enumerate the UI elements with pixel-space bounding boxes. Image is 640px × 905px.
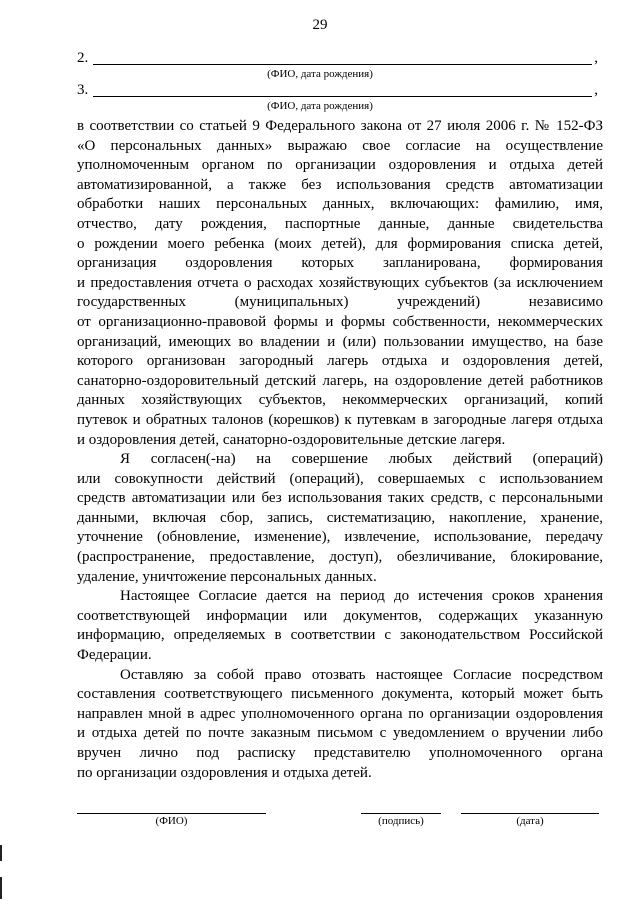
date-caption: (дата) [516, 815, 544, 827]
line-comma: , [594, 82, 598, 98]
text-line: обработки наших персональных данных, включающих: фамилию, имя, [77, 196, 603, 213]
text-line: информацию, определяемых в соответствии с законодательством Российской [77, 627, 603, 644]
text-line: удаление, уничтожение персональных данных. [77, 568, 377, 585]
text-line: и предоставления отчета о расходах хозяйствующих субъектов (за исключением [77, 274, 603, 291]
text-line: «О персональных данных» выражаю свое согласие на осуществление [77, 137, 603, 154]
text-line: и оздоровления детей, санаторно-оздоровительные детские лагеря. [77, 431, 506, 448]
fill-line-2-caption: (ФИО, дата рождения) [267, 68, 373, 80]
scan-edge-mark [0, 845, 2, 861]
date-line [461, 813, 599, 814]
text-line: о рождении моего ребенка (моих детей), для формирования списка детей, [77, 235, 603, 252]
text-line: Федерации. [77, 647, 152, 664]
text-line: путевок и обратных талонов (корешков) к путевкам в загородные лагеря отдыха [77, 411, 603, 428]
text-line: автоматизированной, а также без использования средств автоматизации [77, 176, 603, 193]
text-line: организаций, имеющих во владении и (или) пользовании имущество, на базе [77, 333, 603, 350]
text-line: по организации оздоровления и отдыха детей. [77, 764, 372, 781]
text-line: от организационно-правовой формы и формы собственности, некоммерческих [77, 313, 603, 330]
text-line: Я согласен(-на) на совершение любых действий (операций) [120, 451, 603, 468]
text-line: составления соответствующего письменного документа, который может быть [77, 686, 603, 703]
blank-rule [93, 64, 592, 65]
page-number: 29 [312, 17, 328, 33]
line-number: 3. [77, 82, 89, 98]
text-line: Оставляю за собой право отозвать настоящее Согласие посредством [120, 666, 603, 683]
text-line: или совокупности действий (операций), совершаемых с использованием [77, 470, 603, 487]
fill-line-3 [77, 82, 602, 102]
text-line: средств автоматизации или без использования таких средств, с персональными [77, 490, 603, 507]
signature-line [361, 813, 441, 814]
fio-signature-line [77, 813, 266, 814]
text-line: государственных (муниципальных) учреждений) независимо [77, 294, 603, 311]
signature-caption: (подпись) [378, 815, 424, 827]
text-line: данных хозяйствующих субъектов, некоммерческих организаций, копий [77, 392, 603, 409]
fio-caption: (ФИО) [155, 815, 188, 827]
text-line: Настоящее Согласие дается на период до истечения сроков хранения [120, 588, 603, 605]
text-line: отчество, дату рождения, паспортные данные, данные свидетельства [77, 215, 603, 232]
text-line: организация оздоровления которых запланирована, формирования [77, 255, 603, 272]
line-number: 2. [77, 50, 89, 66]
line-comma: , [594, 50, 598, 66]
text-line: и отдыха детей по почте заказным письмом с уведомлением о вручении либо [77, 725, 603, 742]
text-line: которого организован загородный лагерь отдыха и оздоровления детей, [77, 353, 603, 370]
fill-line-3-caption: (ФИО, дата рождения) [267, 100, 373, 112]
text-line: соответствующей информации или документов, содержащих указанную [77, 607, 603, 624]
text-line: в соответствии со статьей 9 Федерального закона от 27 июля 2006 г. № 152-ФЗ [77, 118, 603, 134]
text-line: уполномоченным органом по организации оздоровления и отдыха детей [77, 157, 603, 174]
blank-rule [93, 96, 592, 97]
text-line: санаторно-оздоровительный детский лагерь, на оздоровление детей работников [77, 372, 603, 389]
consent-body [77, 117, 603, 783]
scan-edge-mark [0, 877, 2, 899]
text-line: данными, включая сбор, запись, систематизацию, накопление, хранение, [77, 509, 603, 526]
text-line: уточнение (обновление, изменение), извлечение, использование, передачу [77, 529, 603, 546]
text-line: направлен мной в адрес уполномоченного органа по организации оздоровления [77, 705, 603, 722]
fill-line-2 [77, 50, 602, 70]
text-line: (распространение, предоставление, доступ), обезличивание, блокирование, [77, 549, 603, 566]
text-line: вручен лично под расписку представителю уполномоченного органа [77, 745, 603, 761]
